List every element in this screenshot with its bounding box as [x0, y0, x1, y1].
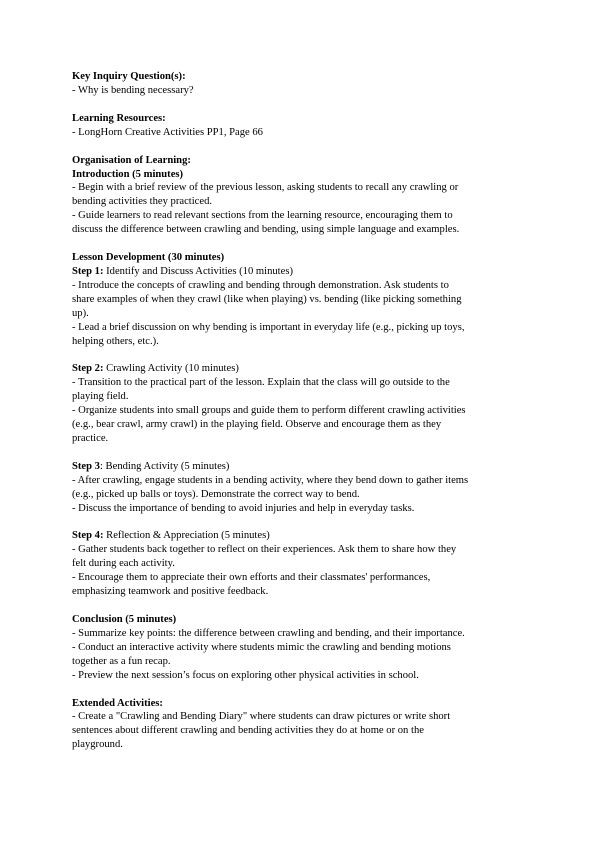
step-line: share examples of when they crawl (like when playing) vs. bending (like picking something	[72, 293, 462, 305]
organisation-heading: Organisation of Learning:	[72, 154, 191, 166]
step-line: - Transition to the practical part of the lesson. Explain that the class will go outside to the	[72, 377, 450, 389]
extended-line: playground.	[72, 739, 123, 751]
conclusion-heading: Conclusion (5 minutes)	[72, 614, 177, 625]
step-line: (e.g., bear crawl, army crawl) in the playing field. Observe and encourage them as they	[72, 419, 442, 431]
step-line: (e.g., picked up balls or toys). Demonstrate the correct way to bend.	[72, 488, 360, 500]
step-title: Crawling Activity (10 minutes)	[103, 363, 239, 375]
development-section	[72, 251, 532, 599]
introduction-line: bending activities they practiced.	[72, 196, 213, 208]
introduction-line: - Guide learners to read relevant sections from the learning resource, encouraging them to	[72, 210, 453, 222]
step-line: playing field.	[72, 391, 129, 403]
step-line: - Organize students into small groups and guide them to perform different crawling activities	[72, 405, 466, 417]
extended-line: sentences about different crawling and bending activities they do at home or on the	[72, 725, 424, 737]
step-line: practice.	[72, 432, 109, 444]
step-line: up).	[72, 307, 89, 319]
step-line: emphasizing teamwork and positive feedback.	[72, 586, 269, 598]
conclusion-section	[72, 613, 532, 683]
conclusion-line: together as a fun recap.	[72, 655, 171, 667]
conclusion-line: - Summarize key points: the difference between crawling and bending, and their importance.	[72, 627, 465, 639]
step-line: - Lead a brief discussion on why bending is important in everyday life (e.g., picking up toys,	[72, 321, 465, 333]
organisation-section	[72, 154, 532, 237]
step-title: Identify and Discuss Activities (10 minutes)	[103, 265, 293, 277]
step-label: Step 3	[72, 460, 100, 472]
introduction-line: discuss the difference between crawling and bending, using simple language and examples.	[72, 224, 460, 236]
development-heading: Lesson Development (30 minutes)	[72, 252, 225, 264]
introduction-heading: Introduction (5 minutes)	[72, 168, 184, 180]
introduction-line: - Begin with a brief review of the previous lesson, asking students to recall any crawling or	[72, 182, 459, 194]
inquiry-section	[72, 70, 532, 98]
conclusion-line: - Conduct an interactive activity where students mimic the crawling and bending motions	[72, 641, 451, 653]
resources-heading: Learning Resources:	[72, 112, 166, 124]
resources-section	[72, 112, 532, 140]
step-heading	[72, 460, 532, 474]
step-line: - Discuss the importance of bending to avoid injuries and help in everyday tasks.	[72, 502, 415, 514]
step-heading	[72, 265, 532, 279]
step-heading	[72, 529, 532, 543]
step-label: Step 2:	[72, 363, 104, 375]
inquiry-heading: Key Inquiry Question(s):	[72, 71, 186, 82]
inquiry-line: - Why is bending necessary?	[72, 84, 194, 96]
step-title: : Bending Activity (5 minutes)	[99, 460, 230, 472]
step-title: Reflection & Appreciation (5 minutes)	[103, 530, 270, 542]
conclusion-line: - Preview the next session’s focus on exploring other physical activities in school.	[72, 669, 419, 681]
resources-line: - LongHorn Creative Activities PP1, Page 66	[72, 126, 263, 138]
step-label: Step 4:	[72, 530, 104, 542]
step-heading	[72, 362, 532, 376]
extended-line: - Create a "Crawling and Bending Diary" where students can draw pictures or write short	[72, 711, 451, 723]
step-line: - Introduce the concepts of crawling and bending through demonstration. Ask students to	[72, 279, 449, 291]
step-line: - Encourage them to appreciate their own efforts and their classmates' performances,	[72, 572, 431, 584]
step-line: helping others, etc.).	[72, 335, 159, 347]
document-page	[72, 70, 532, 752]
step-line: - Gather students back together to reflect on their experiences. Ask them to share how they	[72, 544, 457, 556]
step-label: Step 1:	[72, 265, 104, 277]
extended-heading: Extended Activities:	[72, 697, 163, 709]
step-line: felt during each activity.	[72, 558, 175, 570]
extended-section	[72, 697, 532, 753]
step-line: - After crawling, engage students in a bending activity, where they bend down to gather items	[72, 474, 469, 486]
